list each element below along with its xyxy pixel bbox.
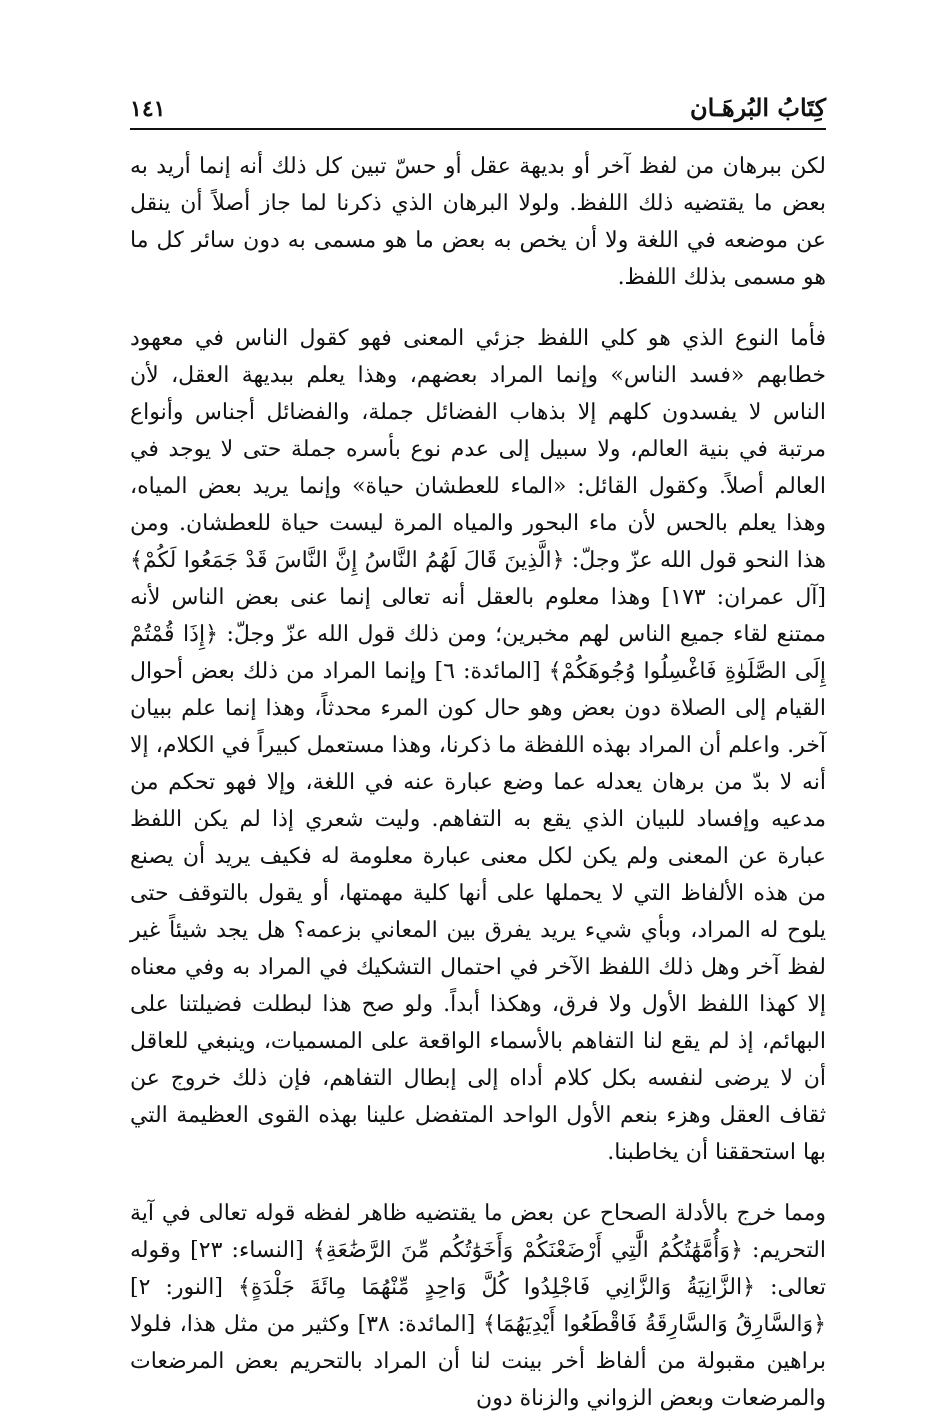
page-number: ١٤١ xyxy=(130,96,166,122)
book-title: كِتَابُ البُرهَـان xyxy=(689,93,826,122)
paragraph-3: ومما خرج بالأدلة الصحاح عن بعض ما يقتضيه ظاهر لفظه قوله تعالى في آية التحريم: ﴿وَأُمَّهَٰتُكُمُ الَّٰتِي أَرْضَعْنَكُمْ وَأَخَوَٰتُكُم مِّنَ الرَّضَٰعَةِ﴾ [النساء: ٢٣] وقوله تعالى: ﴿الزَّانِيَةُ وَالزَّانِي فَاجْلِدُوا كُلَّ وَاحِدٍ مِّنْهُمَا مِائَةَ جَلْدَةٍ﴾ [النور: ٢] ﴿وَالسَّارِقُ وَالسَّارِقَةُ فَاقْطَعُوا أَيْدِيَهُمَا﴾ [المائدة: ٣٨] وكثير من مثل هذا، فلولا براهين مقبولة من ألفاظ أخر بينت لنا أن المراد بالتحريم بعض المرضعات والمرضعات وبعض الزواني والزناة دون xyxy=(130,1201,826,1411)
paragraph-2: فأما النوع الذي هو كلي اللفظ جزئي المعنى فهو كقول الناس في معهود خطابهم «فسد الناس» وإنما المراد بعضهم، وهذا يعلم ببديهة العقل، لأن الناس لا يفسدون كلهم إلا بذهاب الفضائل جملة، والفضائل أجناس وأنواع مرتبة في بنية العالم، ولا سبيل إلى عدم نوع بأسره جملة حتى لا يوجد في العالم أصلاً. وكقول القائل: «الماء للعطشان حياة» وإنما يريد بعض المياه، وهذا يعلم بالحس لأن ماء البحور والمياه المرة ليست حياة للعطشان. ومن هذا النحو قول الله عزّ وجلّ: ﴿الَّذِينَ قَالَ لَهُمُ النَّاسُ إِنَّ النَّاسَ قَدْ جَمَعُوا لَكُمْ﴾ [آل عمران: ١٧٣] وهذا معلوم بالعقل أنه تعالى إنما عنى بعض الناس لأنه ممتنع لقاء جميع الناس لهم مخبرين؛ ومن ذلك قول الله عزّ وجلّ: ﴿إِذَا قُمْتُمْ إِلَى الصَّلَوٰةِ فَاغْسِلُوا وُجُوهَكُمْ﴾ [المائدة: ٦] وإنما المراد من ذلك بعض أحوال القيام إلى الصلاة دون بعض وهو حال كون المرء محدثاً، وهذا إنما علم ببيان آخر. واعلم أن المراد بهذه اللفظة ما ذكرنا، وهذا مستعمل كبيراً في الكلام، إلا أنه لا بدّ من برهان يعدله عما وضع عبارة عنه في اللغة، وإلا فهو تحكم من مدعيه وإفساد للبيان الذي يقع به التفاهم. وليت شعري إذا لم يكن اللفظ عبارة عن المعنى ولم يكن لكل معنى عبارة معلومة له فكيف يريد أن يصنع من هذه الألفاظ التي لا يحملها على أنها كلية مهمتها، أو يقول بالتوقف حتى يلوح له المراد، وبأي شيء يريد يفرق بين المعاني بزعمه؟ هل يجد شيئاً غير لفظ آخر وهل ذلك اللفظ الآخر في احتمال التشكيك في المراد به وفي معناه إلا كهذا اللفظ الأول ولا فرق، وهكذا أبداً. ولو صح هذا لبطلت فضيلتنا على البهائم، إذ لم يقع لنا التفاهم بالأسماء الواقعة على المسميات، وينبغي للعاقل أن لا يرضى لنفسه بكل كلام أداه إلى إبطال التفاهم، فإن ذلك خروج عن ثقاف العقل وهزء بنعم الأول الواحد المتفضل علينا بهذه القوى العظيمة التي بها استحققنا أن يخاطبنا. xyxy=(130,326,826,1165)
paragraph-1: لكن ببرهان من لفظ آخر أو بديهة عقل أو حسّ تبين كل ذلك أنه إنما أريد به بعض ما يقتضيه ذلك اللفظ. ولولا البرهان الذي ذكرنا لما جاز أصلاً أن ينقل عن موضعه في اللغة ولا أن يخص به بعض ما هو مسمى به دون سائر كل ما هو مسمى بذلك اللفظ. xyxy=(130,154,826,290)
running-header xyxy=(130,82,826,130)
